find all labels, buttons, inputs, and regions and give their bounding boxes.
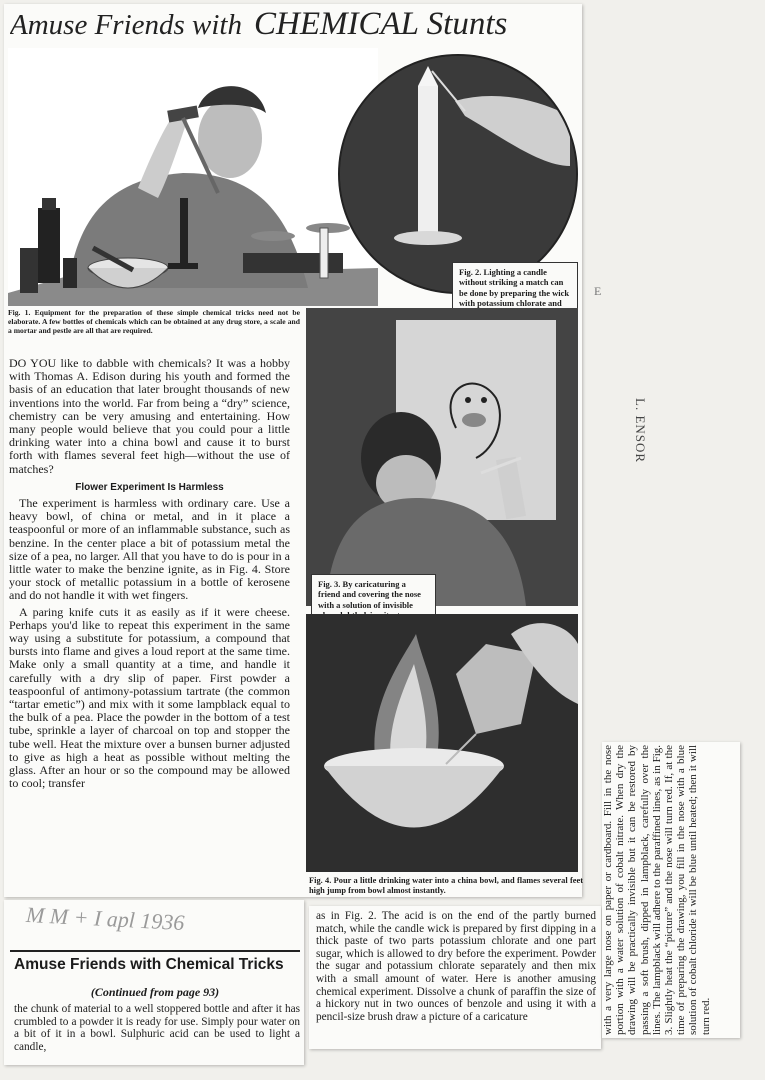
fig1-caption: Fig. 1. Equipment for the preparation of these simple chemical tricks need not be elaborate. A few bottles of chemicals which can be obtained at any drug store, a scale and a mortar and pestle are all that are required. xyxy=(8,308,300,335)
continued-title: Amuse Friends with Chemical Tricks xyxy=(14,956,284,973)
subheading: Flower Experiment Is Harmless xyxy=(75,481,224,493)
fig3-photo xyxy=(306,308,578,606)
chemist-illustration xyxy=(8,48,378,306)
fig3-caption: Fig. 3. By caricaturing a friend and covering the nose with a solution of invisible xyxy=(311,574,436,688)
paragraph-2: The experiment is harmless with ordinary care. Use a heavy bowl, of china or metal, and in it place a teaspoonful or more of an inflammable substance, such as benzine. In the center place a bit of potassium metal the size of a pea, no larger. All that you have to do is pour in a little water to make the benzine ignite, as in Fig. 4. Store your stock of metallic potassium in a bottle of kerosene and do not handle it with wet fingers. xyxy=(9,496,290,603)
margin-mark: E xyxy=(594,284,602,298)
fig1-photo xyxy=(8,48,378,306)
fig4-caption: Fig. 4. Pour a little drinking water into a china bowl, and flames several feet high jump from bowl almost instantly. xyxy=(309,876,583,895)
continued-text-2: as in Fig. 2. The acid is on the end of the partly burned match, while the candle wick is prepared by first dipping in a thick paste of two parts potassium chlorate and one part sugar, which is allowed to dry before the experiment. Powder the sugar and potassium chlorate separately and then mix with a small amount of water. Here is another amusing chemical experiment. Dissolve a chunk of paraffin the size of a hickory nut in two ounces of benzole and using it with a pencil-size brush draw a picture of a caricature xyxy=(316,910,596,1023)
page-title xyxy=(10,6,580,48)
margin-note-ensor: L. ENSOR xyxy=(633,398,648,464)
article-body xyxy=(9,357,290,892)
paragraph-3: A paring knife cuts it as easily as if it were cheese. Perhaps you'd like to repeat this experiment in the same way using a substitute for potassium, a compound that bursts into flame and gives a loud report at the same time. Make only a small quantity at a time, and handle it carefully with a dry slip of paper. First powder a teaspoonful of antimony-potassium tartrate (the common “tartar emetic”) and mix with it some lampblack equal to the bulk of a pea. Place the powder in the bottom of a test tube, sprinkle a layer of charcoal on top and stopper the tube well. Heat the mixture over a bunsen burner adjusted to give as high a heat as possible without melting the glass. After an hour or so the compound may be allowed to cool; transfer xyxy=(9,604,290,791)
caricature-illustration xyxy=(306,308,578,606)
title-left: Amuse Friends with xyxy=(10,9,242,41)
paragraph-1: DO YOU like to dabble with chemicals? It was a hobby with Thomas A. Edison during his youth and formed the basis of an education that later brought thousands of new inventions into the world. Far from being a “dry” science, chemistry can be very amusing and entertaining. How many people would believe that you could pour a little drinking water into a china bowl and cause it to burst forth with flames several feet high—without the use of matches? xyxy=(9,357,290,476)
bowl-flame-illustration xyxy=(306,614,578,872)
fig2-caption: Fig. 2. Lighting a candle without striking a match can be done by preparing the wick with potassium chlorate and xyxy=(452,262,578,376)
candle-illustration xyxy=(340,56,576,292)
fig4-photo xyxy=(306,614,578,872)
fig2-photo xyxy=(338,54,578,294)
title-right: CHEMICAL Stunts xyxy=(254,6,508,42)
continued-from: (Continued from page 93) xyxy=(90,985,220,999)
divider-line xyxy=(10,950,300,952)
continued-text-1: the chunk of material to a well stoppered bottle and after it has crumbled to a powder it is ready for use. Simply pour water on a bit of it in a bowl. Sulphuric acid can be used to light a candle, xyxy=(14,1003,300,1053)
handwritten-date: M M + I apl 1936 xyxy=(25,901,186,936)
continued-text-3: with a very large nose on paper or cardboard. Fill in the nose portion with a water solution of cobalt nitrate. When dry the drawing will be practically invisible but it can be restored by passing a soft brush, dipped in lampblack, carefully over the lines. The lampblack will adhere to the paraffined lines, as in Fig. 3. Slightly heat the “picture” and the nose will turn red. If, at the time of preparing the drawing, you fill in the nose with a blue solution of cobalt chloride it will be blue until heated; then it will turn red. xyxy=(602,745,712,1035)
